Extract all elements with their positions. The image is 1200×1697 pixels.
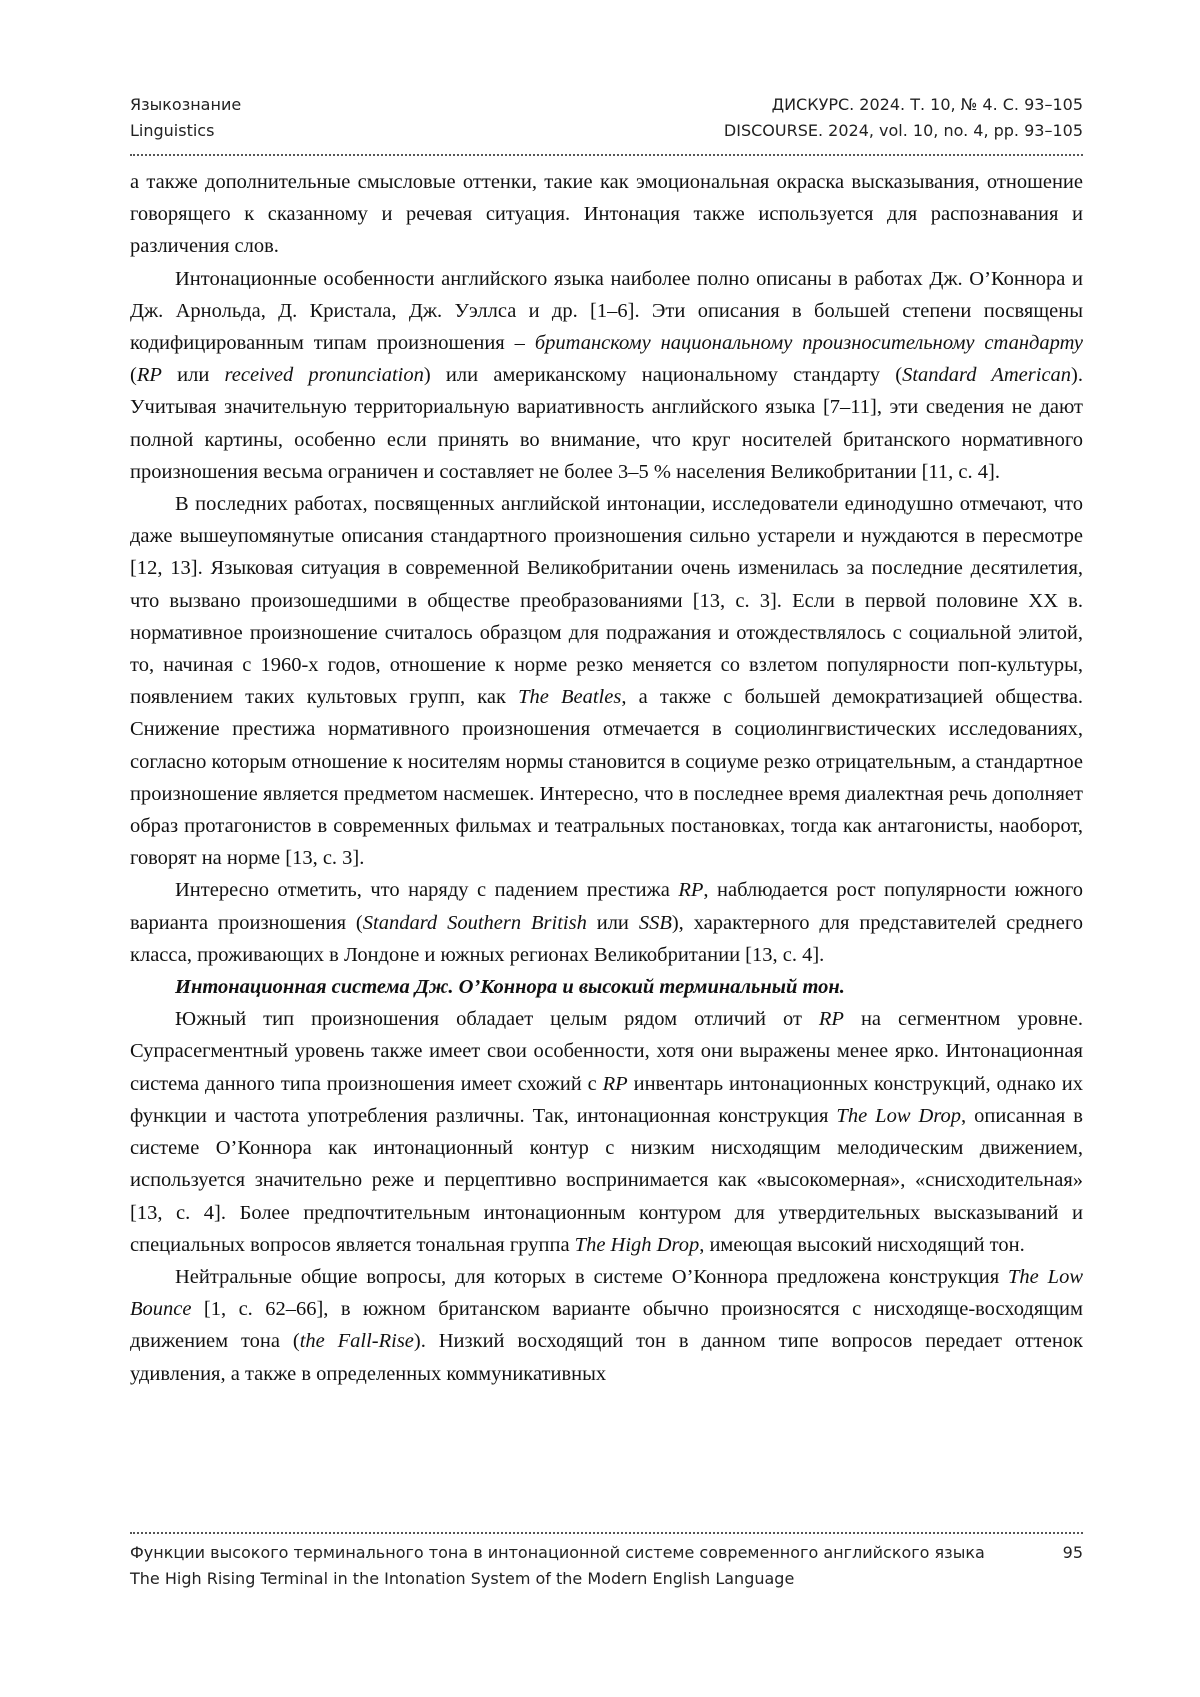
- p2-text: (: [130, 364, 137, 387]
- section-label: [130, 92, 241, 144]
- p5-text: на сегментном уровне. Супрасегментный уровень также имеет свои особенности, хотя они выражены менее ярко. Интонационная система данного типа произношения имеет схожий с: [130, 1008, 1083, 1095]
- p5-text: инвентарь интонационных конструкций, однако их функции и частота употребления различны. Так, интонационная конструкция: [130, 1072, 1083, 1127]
- section-en: Linguistics: [130, 121, 215, 140]
- section-heading: Интонационная система Дж. О’Коннора и высокий терминальный тон.: [175, 976, 845, 999]
- running-footer: [130, 1540, 1083, 1592]
- header-divider: [130, 154, 1083, 156]
- paragraph-4: [130, 874, 1083, 971]
- p5-term-rp: RP: [818, 1008, 844, 1031]
- paragraph-3: [130, 488, 1083, 874]
- journal-page: [130, 92, 1083, 1612]
- p4-text: , наблюдается рост популярности южного варианта произношения (: [130, 879, 1083, 934]
- article-title-ru: Функции высокого терминального тона в интонационной системе современного английского языка: [130, 1543, 985, 1562]
- p4-text: Интересно отметить, что наряду с падением престижа: [175, 879, 679, 902]
- p2-term-received-pronunciation: received pronunciation: [224, 364, 424, 387]
- p4-term-ssb: SSB: [638, 911, 672, 934]
- article-title-en: The High Rising Terminal in the Intonation System of the Modern English Language: [130, 1569, 795, 1588]
- p2-text: ) или американскому национальному стандарту (: [423, 364, 903, 387]
- paragraph-2: [130, 263, 1083, 488]
- p6-text: [1, с. 62–66], в южном британском варианте обычно произносятся с нисходяще-восходящим движением тона (: [130, 1298, 1083, 1353]
- section-ru: Языкознание: [130, 95, 242, 114]
- p3-term-the-beatles: The Beatles: [518, 686, 622, 709]
- p4-text: ), характерного для представителей среднего класса, проживающих в Лондоне и южных регионах Великобритании [13, с. 4].: [130, 911, 1084, 966]
- p5-text: Южный тип произношения обладает целым рядом отличий от: [175, 1008, 819, 1031]
- p2-text: ). Учитывая значительную территориальную вариативность английского языка [7–11], эти сведения не дают полной картины, особенно если принять во внимание, что круг носителей британского нормативного произношения весьма ограничен и составляет не более 3–5 % населения Великобритании [11, с. 4].: [130, 364, 1083, 483]
- p5-term-rp: RP: [602, 1072, 628, 1095]
- p5-term-high-drop: The High Drop: [574, 1233, 700, 1256]
- p2-term-standard-american: Standard American: [902, 364, 1072, 387]
- p6-text: Нейтральные общие вопросы, для которых в системе О’Коннора предложена конструкция: [175, 1265, 1009, 1288]
- article-body: [130, 166, 1083, 1390]
- page-number: 95: [1062, 1543, 1083, 1562]
- citation-ru: ДИСКУРС. 2024. Т. 10, № 4. С. 93–105: [771, 95, 1083, 114]
- p3-text: , а также с большей демократизацией общества. Снижение престижа нормативного произношения отмечается в социолингвистических исследованиях, согласно которым отношение к носителям нормы становится в социуме резко отрицательным, а стандартное произношение является предметом насмешек. Интересно, что в последнее время диалектная речь дополняет образ протагонистов в современных фильмах и театральных постановках, тогда как антагонисты, наоборот, говорят на норме [13, с. 3].: [130, 686, 1084, 870]
- p5-text: , имеющая высокий нисходящий тон.: [699, 1233, 1025, 1256]
- p6-term-fall-rise: the Fall-Rise: [299, 1330, 414, 1353]
- citation-label: [724, 92, 1083, 144]
- paragraph-1-text: а также дополнительные смысловые оттенки, такие как эмоциональная окраска высказывания, отношение говорящего к сказанному и речевая ситуация. Интонация также используется для распознавания и различения слов.: [130, 171, 1083, 258]
- p4-term-rp: RP: [678, 879, 704, 902]
- p2-text: Интонационные особенности английского языка наиболее полно описаны в работах Дж. О’Коннора и Дж. Арнольда, Д. Кристала, Дж. Уэллса и др. [1–6]. Эти описания в большей степени посвящены кодифицированным типам произношения –: [130, 267, 1083, 355]
- p6-text: ). Низкий восходящий тон в данном типе вопросов передает оттенок удивления, а также в определенных коммуникативных: [130, 1330, 1083, 1385]
- footer-divider: [130, 1532, 1083, 1534]
- p4-term-ssb-full: Standard Southern British: [362, 911, 587, 934]
- paragraph-1: [130, 166, 1083, 263]
- citation-en: DISCOURSE. 2024, vol. 10, no. 4, pp. 93–105: [723, 121, 1083, 140]
- p6-term-low-bounce: The Low Bounce: [130, 1265, 1083, 1321]
- p5-text: , описанная в системе О’Коннора как интонационный контур с низким нисходящим мелодическим движением, используется значительно реже и перцептивно воспринимается как «высокомерная», «снисходительная» [13, с. 4]. Более предпочтительным интонационным контуром для утвердительных высказываний и специальных вопросов является тональная группа: [130, 1104, 1083, 1256]
- paragraph-6: [130, 1261, 1083, 1390]
- p3-text: В последних работах, посвященных английской интонации, исследователи единодушно отмечают, что даже вышеупомянутые описания стандартного произношения сильно устарели и нуждаются в пересмотре [12, 13]. Языковая ситуация в современной Великобритании очень изменилась за последние десятилетия, что вызвано произошедшими в обществе преобразованиями [13, с. 3]. Если в первой половине XX в. нормативное произношение считалось образцом для подражания и отождествлялось с социальной элитой, то, начиная с 1960-х годов, отношение к норме резко меняется со взлетом популярности поп-культуры, появлением таких культовых групп, как: [130, 493, 1083, 709]
- p5-term-low-drop: The Low Drop: [836, 1104, 962, 1127]
- p2-text: или: [161, 364, 225, 387]
- p4-text: или: [586, 911, 639, 934]
- p2-term-rp: RP: [136, 364, 162, 387]
- running-header: [130, 92, 1083, 144]
- paragraph-5: [130, 1003, 1083, 1261]
- p2-term-rp-standard: британскому национальному произносительному стандарту: [534, 332, 1084, 355]
